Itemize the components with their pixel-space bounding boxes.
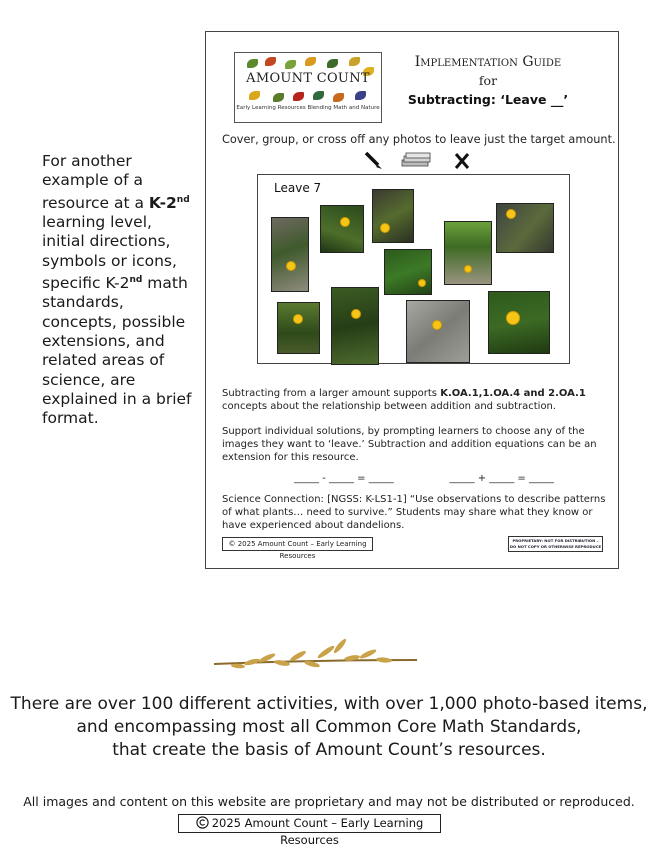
dandelion-photo xyxy=(384,249,432,295)
dandelion-photo xyxy=(372,189,414,243)
dandelion-photo xyxy=(406,300,470,363)
rights-notice: All images and content on this website are proprietary and may not be distributed or reproduced. xyxy=(23,794,635,809)
logo-title: AMOUNT COUNT xyxy=(246,71,370,86)
science-connection: Science Connection: [NGSS: K-LS1-1] “Use observations to describe patterns of what plants… need to survive.” Students may share what they know or have experienced about dandelions. xyxy=(222,494,606,531)
guide-title: Implementation Guide xyxy=(414,54,562,70)
leaf-icon xyxy=(333,93,344,102)
instruction-text: Cover, group, or cross off any photos to leave just the target amount. xyxy=(222,133,616,146)
leaf-icon xyxy=(305,57,316,66)
guide-subtitle: Subtracting: ‘Leave __’ xyxy=(407,92,569,107)
leaf-icon xyxy=(273,93,284,102)
side-description: For another example of a resource at a K-2nd learning level, initial directions, symbols or icons, specific K-2nd math standards, concepts, possible extensions, and related areas of science, are explained in a brief format. xyxy=(42,152,192,428)
grapes-icon xyxy=(355,91,366,100)
addition-equation: _____ + _____ = _____ xyxy=(449,473,554,484)
berry-icon xyxy=(293,92,304,101)
paper-stack-icon xyxy=(402,153,430,166)
leaf-icon xyxy=(285,60,296,69)
leaf-icon xyxy=(349,57,360,66)
dandelion-photo xyxy=(271,217,309,292)
leaf-icon xyxy=(249,91,260,100)
guide-copyright: © 2025 Amount Count – Early Learning Resources xyxy=(222,537,373,551)
leaf-icon xyxy=(265,57,276,66)
dandelion-photo xyxy=(277,302,320,354)
level-bold: K-2 xyxy=(148,193,177,212)
summary-line-3: that create the basis of Amount Count’s resources. xyxy=(112,740,546,760)
summary-line-1: There are over 100 different activities, with over 1,000 photo-based items, xyxy=(10,694,648,714)
dandelion-photo xyxy=(488,291,550,354)
instruction-icons xyxy=(362,150,474,172)
solutions-paragraph: Support individual solutions, by prompting learners to choose any of the images they want to ‘leave.’ Subtraction and addition equations can be an extension for this resource. xyxy=(222,426,597,463)
copyright-icon xyxy=(196,816,209,829)
equation-blanks xyxy=(294,473,554,484)
leaf-icon xyxy=(247,59,258,68)
amount-count-logo xyxy=(234,52,382,123)
dandelion-photo xyxy=(331,287,379,365)
leaf-icon xyxy=(313,91,324,100)
cross-off-icon xyxy=(456,154,468,168)
footer-copyright: 2025 Amount Count – Early Learning Resources xyxy=(178,814,441,833)
guide-for: for xyxy=(478,73,498,88)
pencil-icon xyxy=(366,153,382,169)
grass-stalk-image xyxy=(212,634,424,674)
subtraction-equation: _____ - _____ = _____ xyxy=(294,473,394,484)
summary-line-2: and encompassing most all Common Core Math Standards, xyxy=(76,717,582,737)
leaf-icon xyxy=(327,59,338,68)
logo-tagline: Early Learning Resources Blending Math and Nature xyxy=(236,105,380,111)
photo-panel xyxy=(257,174,570,364)
dandelion-photo xyxy=(444,221,492,285)
dandelion-photo xyxy=(320,205,364,253)
dandelion-photo xyxy=(496,203,554,253)
implementation-guide-sheet xyxy=(205,31,619,569)
standards-paragraph: Subtracting from a larger amount supports K.OA.1,1.OA.4 and 2.OA.1 concepts about the relationship between addition and subtraction. xyxy=(222,388,586,412)
panel-title: Leave 7 xyxy=(274,181,322,195)
proprietary-notice: PROPRIETARY: NOT FOR DISTRIBUTION – DO NOT COPY OR OTHERWISE REPRODUCE xyxy=(508,536,603,552)
